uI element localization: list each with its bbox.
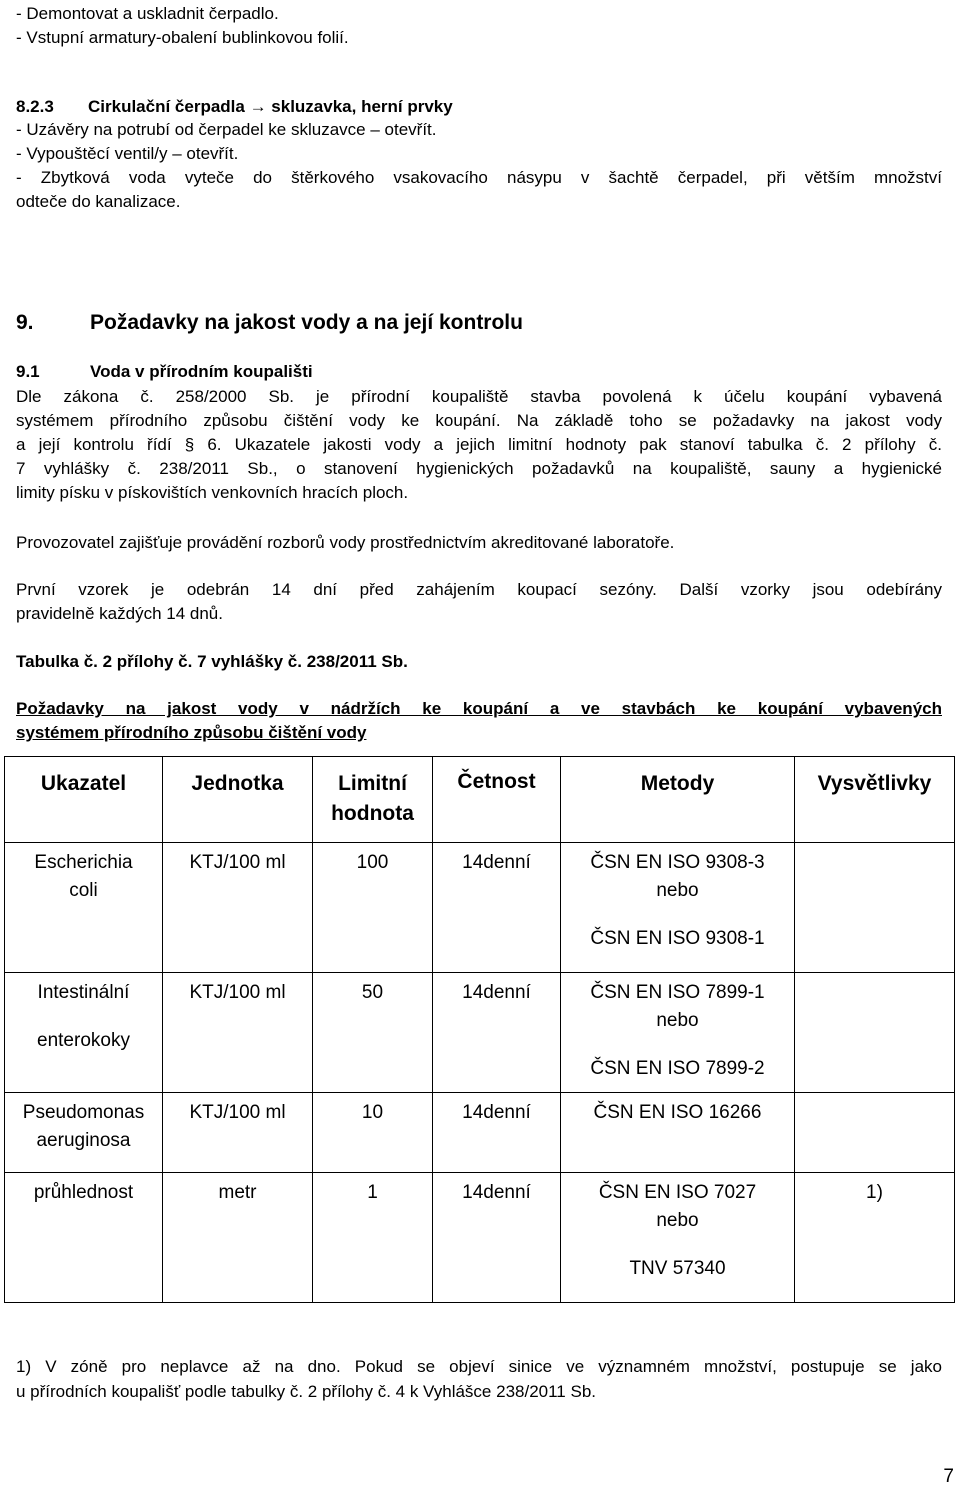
paragraph-provozovatel: Provozovatel zajišťuje provádění rozborů vody prostřednictvím akreditované laboratoře. (16, 533, 675, 552)
header-ukazatel: Ukazatel (5, 757, 163, 843)
paragraph-line: Dle zákona č. 258/2000 Sb. je přírodní koupaliště stavba povolená k účelu koupání vybavená (16, 387, 942, 406)
cell-jednotka: KTJ/100 ml (163, 843, 313, 973)
footnote-line: 1) V zóně pro neplavce až na dno. Pokud se objeví sinice ve významném množství, postupuje se jako (16, 1357, 942, 1376)
table-row (5, 973, 955, 1093)
list-item: odteče do kanalizace. (16, 192, 181, 211)
table-row (5, 1173, 955, 1303)
subsection-number-91: 9.1 (16, 362, 40, 381)
cell-ukazatel: Pseudomonas aeruginosa (5, 1093, 163, 1173)
header-metody: Metody (561, 757, 795, 843)
text-line: - Demontovat a uskladnit čerpadlo. (16, 4, 279, 23)
cell-metody: ČSN EN ISO 7027 nebo TNV 57340 (561, 1173, 795, 1303)
cell-vysvetlivky (795, 843, 955, 973)
paragraph-line: První vzorek je odebrán 14 dní před zahájením koupací sezóny. Další vzorky jsou odebírány (16, 580, 942, 599)
table-header-row (5, 757, 955, 843)
cell-vysvetlivky: 1) (795, 1173, 955, 1303)
cell-ukazatel: průhlednost (5, 1173, 163, 1303)
paragraph-line: limity písku v pískovištích venkovních hracích ploch. (16, 483, 409, 502)
cell-limit: 50 (313, 973, 433, 1093)
table-heading: Požadavky na jakost vody v nádržích ke koupání a ve stavbách ke koupání vybavených (16, 699, 942, 718)
quality-table (4, 756, 955, 1303)
header-vysvetlivky: Vysvětlivky (795, 757, 955, 843)
table-row (5, 1093, 955, 1173)
paragraph-line: 7 vyhlášky č. 238/2011 Sb., o stanovení hygienických požadavků na koupaliště, sauny a hygienické (16, 459, 942, 478)
paragraph-line: a její kontrolu řídí § 6. Ukazatele jakosti vody a jejich limitní hodnoty pak stanoví tabulka č. 2 přílohy č. (16, 435, 942, 454)
cell-metody: ČSN EN ISO 7899-1 nebo ČSN EN ISO 7899-2 (561, 973, 795, 1093)
cell-cetnost: 14denní (433, 843, 561, 973)
text-line: - Vstupní armatury-obalení bublinkovou folií. (16, 28, 349, 47)
cell-cetnost: 14denní (433, 973, 561, 1093)
page-number: 7 (943, 1466, 954, 1487)
cell-vysvetlivky (795, 1093, 955, 1173)
cell-metody: ČSN EN ISO 16266 (561, 1093, 795, 1173)
cell-limit: 10 (313, 1093, 433, 1173)
paragraph-line: pravidelně každých 14 dnů. (16, 604, 223, 623)
subsection-title-91: Voda v přírodním koupališti (90, 362, 313, 381)
header-limitni-hodnota: Limitní hodnota (313, 757, 433, 843)
subsection-number-823: 8.2.3 (16, 97, 54, 116)
table-caption: Tabulka č. 2 přílohy č. 7 vyhlášky č. 238/2011 Sb. (16, 652, 408, 671)
list-item: - Vypouštěcí ventil/y – otevřít. (16, 144, 239, 163)
cell-limit: 1 (313, 1173, 433, 1303)
cell-vysvetlivky (795, 973, 955, 1093)
cell-jednotka: KTJ/100 ml (163, 973, 313, 1093)
cell-cetnost: 14denní (433, 1093, 561, 1173)
cell-ukazatel: Intestinální enterokoky (5, 973, 163, 1093)
list-item: - Zbytková voda vyteče do štěrkového vsakovacího násypu v šachtě čerpadel, při větším množství (16, 168, 942, 187)
header-jednotka: Jednotka (163, 757, 313, 843)
cell-cetnost: 14denní (433, 1173, 561, 1303)
section-title: Požadavky na jakost vody a na její kontrolu (90, 311, 523, 334)
list-item: - Uzávěry na potrubí od čerpadel ke skluzavce – otevřít. (16, 120, 437, 139)
paragraph-line: systémem přírodního způsobu čištění vody ke koupání. Na základě toho se požadavky na jakost vody (16, 411, 942, 430)
cell-limit: 100 (313, 843, 433, 973)
table-row (5, 843, 955, 973)
header-cetnost: Četnost (433, 757, 561, 843)
table-heading: systémem přírodního způsobu čištění vody (16, 723, 367, 742)
subsection-title-823: Cirkulační čerpadla → skluzavka, herní prvky (88, 97, 453, 116)
cell-jednotka: metr (163, 1173, 313, 1303)
cell-ukazatel: Escherichia coli (5, 843, 163, 973)
section-number: 9. (16, 311, 34, 334)
cell-jednotka: KTJ/100 ml (163, 1093, 313, 1173)
cell-metody: ČSN EN ISO 9308-3 nebo ČSN EN ISO 9308-1 (561, 843, 795, 973)
footnote-line: u přírodních koupališť podle tabulky č. 2 přílohy č. 4 k Vyhlášce 238/2011 Sb. (16, 1382, 596, 1401)
